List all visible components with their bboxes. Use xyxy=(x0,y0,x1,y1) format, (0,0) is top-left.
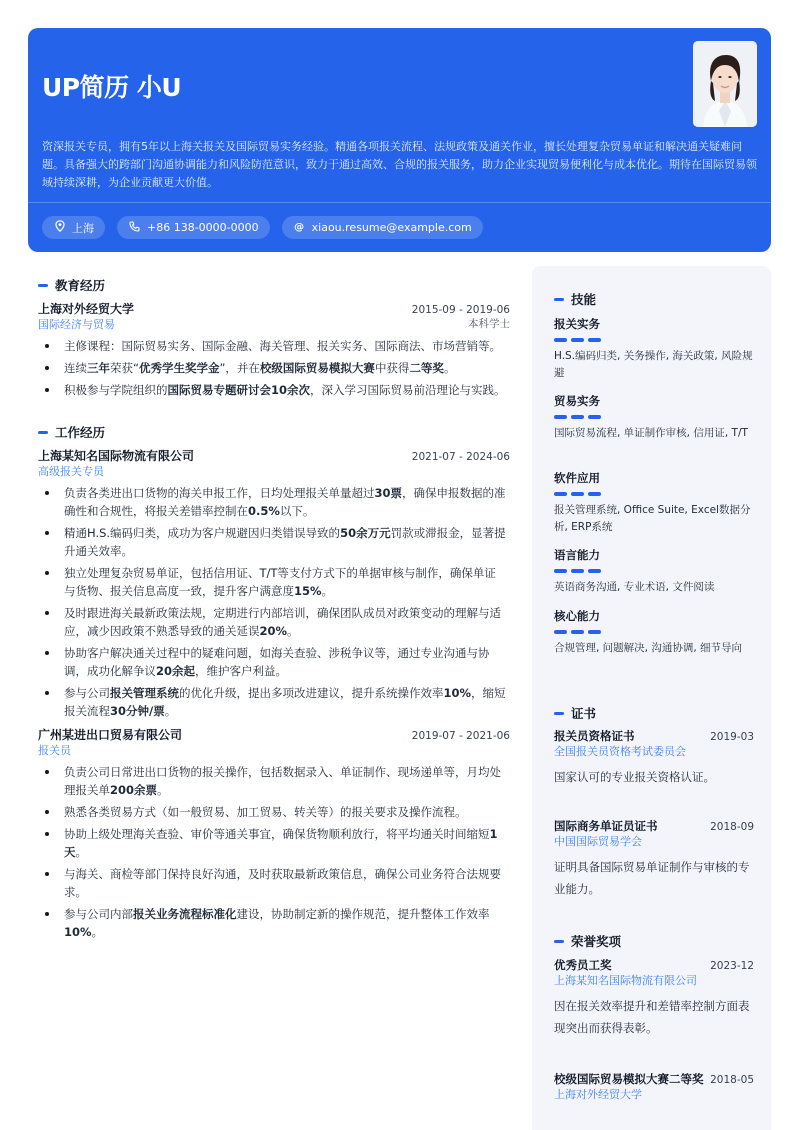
section-certificates-title: 证书 xyxy=(554,704,754,722)
award-description: 因在报关效率提升和差错率控制方面表现突出而获得表彰。 xyxy=(554,999,750,1035)
skill-item xyxy=(554,547,754,596)
contact-phone[interactable] xyxy=(117,216,270,239)
certificate-item xyxy=(554,729,754,788)
school-name: 上海对外经贸大学 xyxy=(38,302,135,316)
skill-item xyxy=(554,470,754,536)
skill-name: 报关实务 xyxy=(554,317,600,331)
candidate-name: UP简历 小U xyxy=(42,73,182,102)
list-item: 熟悉各类贸易方式（如一般贸易、加工贸易、转关等）的报关要求及操作流程。 xyxy=(38,803,510,821)
list-item: 负责各类进出口货物的海关申报工作，日均处理报关单量超过30票，确保申报数据的准确性和合规性，将报关差错率控制在0.5%以下。 xyxy=(38,484,510,520)
skill-keywords: 英语商务沟通, 专业术语, 文件阅读 xyxy=(554,581,715,593)
job-dates: 2019-07 - 2021-06 xyxy=(411,730,510,742)
profile-summary: 资深报关专员，拥有5年以上海关报关及国际贸易实务经验。精通各项报关流程、法规政策及通关作业，擅长处理复杂贸易单证和解决通关疑难问题。具备强大的跨部门沟通协调能力和风险防范意识，致力于通过高效、合规的报关服务，助力企业实现贸易便利化与成本优化。期待在国际贸易领域持续深耕，为企业贡献更大价值。 xyxy=(42,140,757,189)
skill-level xyxy=(554,338,754,342)
list-item: 及时跟进海关最新政策法规，定期进行内部培训，确保团队成员对政策变动的理解与适应，减少因政策不熟悉导致的通关延误20%。 xyxy=(38,604,510,640)
job-role: 高级报关专员 xyxy=(38,465,104,478)
certificate-description: 国家认可的专业报关资格认证。 xyxy=(554,770,715,784)
skills-section xyxy=(554,290,754,308)
section-accent-bar xyxy=(554,712,564,715)
header-divider xyxy=(28,202,771,203)
skill-item xyxy=(554,608,754,657)
award-date: 2018-05 xyxy=(710,1074,754,1086)
award-date: 2023-12 xyxy=(710,960,754,972)
skill-item xyxy=(554,393,754,442)
job-dates: 2021-07 - 2024-06 xyxy=(411,451,510,463)
list-item: 参与公司内部报关业务流程标准化建设，协助制定新的操作规范，提升整体工作效率10%。 xyxy=(38,905,510,941)
skill-name: 语言能力 xyxy=(554,548,600,562)
job-bullets xyxy=(38,763,510,941)
certificate-description: 证明具备国际贸易单证制作与审核的专业能力。 xyxy=(554,860,750,896)
phone-icon xyxy=(128,221,141,235)
certificate-issuer: 全国报关员资格考试委员会 xyxy=(554,745,686,758)
company-name: 上海某知名国际物流有限公司 xyxy=(38,449,195,463)
skill-name: 贸易实务 xyxy=(554,394,600,408)
list-item: 协助上级处理海关查验、审价等通关事宜，确保货物顺利放行，将平均通关时间缩短1天。 xyxy=(38,825,510,861)
skill-keywords: 国际贸易流程, 单证制作审核, 信用证, T/T xyxy=(554,427,748,439)
education-bullets xyxy=(38,337,510,399)
certificate-date: 2019-03 xyxy=(710,731,754,743)
award-item xyxy=(554,1072,754,1103)
list-item: 参与公司报关管理系统的优化升级，提出多项改进建议，提升系统操作效率10%，缩短报关流程30分钟/票。 xyxy=(38,684,510,720)
list-item: 负责公司日常进出口货物的报关操作，包括数据录入、单证制作、现场递单等，月均处理报关单200余票。 xyxy=(38,763,510,799)
award-issuer: 上海某知名国际物流有限公司 xyxy=(554,974,697,987)
contact-email[interactable] xyxy=(282,216,483,239)
list-item: 精通H.S.编码归类，成功为客户规避因归类错误导致的50余万元罚款或滞报金，显著提升通关效率。 xyxy=(38,524,510,560)
job-entry-head xyxy=(38,447,510,463)
education-subline xyxy=(38,316,510,332)
awards-section xyxy=(554,932,754,950)
award-name: 优秀员工奖 xyxy=(554,958,612,972)
job-bullets xyxy=(38,484,510,720)
section-accent-bar xyxy=(554,940,564,943)
location-pin-icon xyxy=(53,220,66,235)
skill-keywords: H.S.编码归类, 关务操作, 海关政策, 风险规避 xyxy=(554,350,753,379)
company-name: 广州某进出口贸易有限公司 xyxy=(38,728,183,742)
award-item xyxy=(554,958,754,1039)
section-accent-bar xyxy=(554,298,564,301)
job-role: 报关员 xyxy=(38,744,71,757)
main-column xyxy=(38,276,510,945)
section-skills-title: 技能 xyxy=(554,290,754,308)
list-item: 连续三年荣获“优秀学生奖学金”，并在校级国际贸易模拟大赛中获得二等奖。 xyxy=(38,359,510,377)
sidebar xyxy=(532,266,771,1130)
phone-text: +86 138-0000-0000 xyxy=(147,221,259,234)
list-item: 与海关、商检等部门保持良好沟通，及时获取最新政策信息，确保公司业务符合法规要求。 xyxy=(38,865,510,901)
email-text: xiaou.resume@example.com xyxy=(311,221,472,234)
skill-name: 软件应用 xyxy=(554,471,600,485)
skill-item xyxy=(554,316,754,382)
list-item: 主修课程：国际贸易实务、国际金融、海关管理、报关实务、国际商法、市场营销等。 xyxy=(38,337,510,355)
skill-level xyxy=(554,492,754,496)
certificate-item xyxy=(554,819,754,900)
contact-location xyxy=(42,216,105,239)
certificate-date: 2018-09 xyxy=(710,821,754,833)
certificate-name: 国际商务单证员证书 xyxy=(554,819,658,833)
skill-keywords: 合规管理, 问题解决, 沟通协调, 细节导向 xyxy=(554,642,743,654)
contact-row xyxy=(42,216,483,239)
education-degree: 本科学士 xyxy=(468,318,510,330)
education-dates: 2015-09 - 2019-06 xyxy=(411,304,510,316)
skill-level xyxy=(554,415,754,419)
award-issuer: 上海对外经贸大学 xyxy=(554,1088,642,1101)
award-name: 校级国际贸易模拟大赛二等奖 xyxy=(554,1072,704,1086)
section-awards-title: 荣誉奖项 xyxy=(554,932,754,950)
profile-photo xyxy=(693,41,757,127)
at-sign-icon: @ xyxy=(294,222,305,233)
job-entry-head xyxy=(38,726,510,742)
location-text: 上海 xyxy=(72,221,94,235)
list-item: 协助客户解决通关过程中的疑难问题，如海关查验、涉税争议等，通过专业沟通与协调，成功化解争议20余起，维护客户利益。 xyxy=(38,644,510,680)
skill-keywords: 报关管理系统, Office Suite, Excel数据分析, ERP系统 xyxy=(554,504,751,533)
resume-header xyxy=(28,28,771,252)
certificates-section xyxy=(554,704,754,722)
skill-level xyxy=(554,630,754,634)
section-work-title: 工作经历 xyxy=(38,423,510,441)
certificate-issuer: 中国国际贸易学会 xyxy=(554,835,642,848)
education-entry-head xyxy=(38,300,510,316)
section-accent-bar xyxy=(38,431,48,434)
skill-level xyxy=(554,569,754,573)
section-education-title: 教育经历 xyxy=(38,276,510,294)
education-major: 国际经济与贸易 xyxy=(38,318,115,331)
list-item: 独立处理复杂贸易单证，包括信用证、T/T等支付方式下的单据审核与制作，确保单证与货物、报关信息高度一致，提升客户满意度15%。 xyxy=(38,564,510,600)
list-item: 积极参与学院组织的国际贸易专题研讨会10余次，深入学习国际贸易前沿理论与实践。 xyxy=(38,381,510,399)
section-accent-bar xyxy=(38,284,48,287)
skill-name: 核心能力 xyxy=(554,609,600,623)
certificate-name: 报关员资格证书 xyxy=(554,729,635,743)
